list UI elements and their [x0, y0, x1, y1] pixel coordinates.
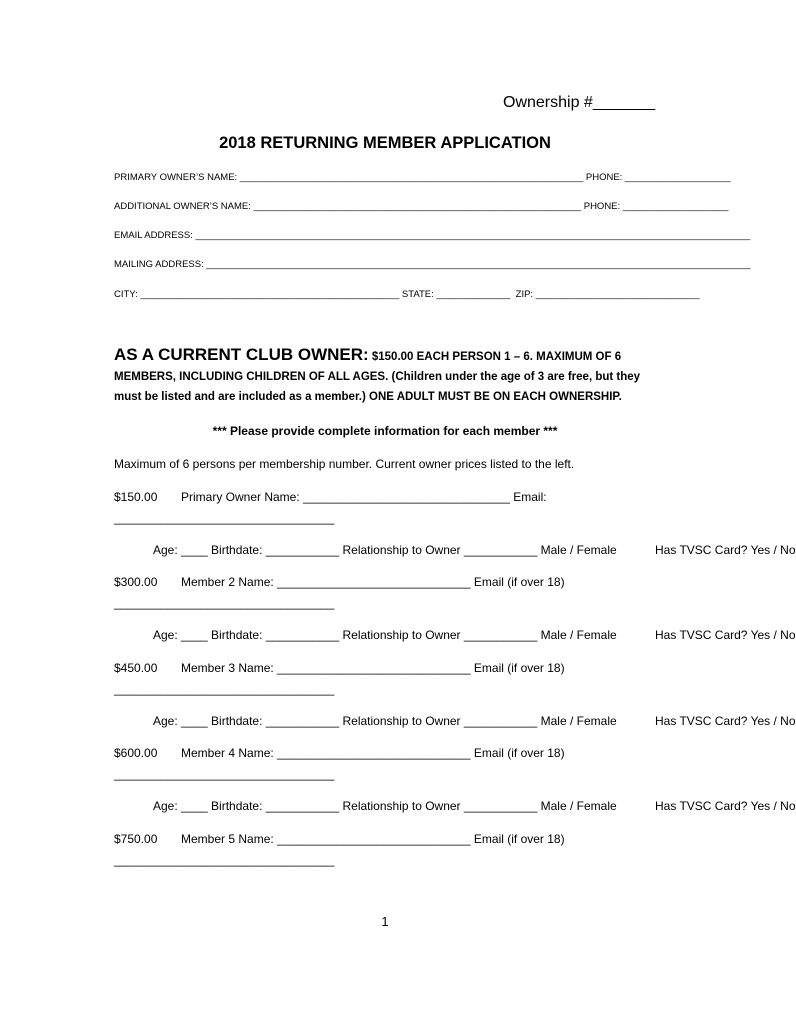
member-details-field[interactable]: Age: ____ Birthdate: ___________ Relationship to Owner ___________ Male / Female [153, 628, 617, 642]
intro-line-3: must be listed and are included as a member.) ONE ADULT MUST BE ON EACH OWNERSHIP. [114, 391, 622, 403]
page-title: 2018 RETURNING MEMBER APPLICATION [219, 134, 551, 152]
intro-line-1-rest: $150.00 EACH PERSON 1 – 6. MAXIMUM OF 6 [368, 351, 622, 363]
intro-heading: AS A CURRENT CLUB OWNER: [114, 345, 369, 364]
member-email-field[interactable]: _________________________________ [114, 682, 335, 696]
email-address-field[interactable]: EMAIL ADDRESS: _________________________________________________________________________________________________________ [114, 230, 751, 241]
member-price: $300.00 [114, 575, 158, 589]
member-details-field[interactable]: Age: ____ Birthdate: ___________ Relationship to Owner ___________ Male / Female [153, 799, 617, 813]
member-email-field[interactable]: _________________________________ [114, 767, 335, 781]
member-details-field[interactable]: Age: ____ Birthdate: ___________ Relationship to Owner ___________ Male / Female [153, 714, 617, 728]
member-price: $450.00 [114, 661, 158, 675]
city-state-zip-field[interactable]: CITY: _________________________________________________ STATE: ______________ ZIP: _______________________________ [114, 289, 700, 300]
instruction-note: *** Please provide complete information for each member *** [212, 424, 558, 438]
member-name-field[interactable]: Member 3 Name: _____________________________ Email (if over 18) [181, 661, 565, 675]
ownership-number: Ownership #_______ [503, 94, 656, 111]
member-details-field[interactable]: Age: ____ Birthdate: ___________ Relationship to Owner ___________ Male / Female [153, 543, 617, 557]
member-tvsc-card-field[interactable]: Has TVSC Card? Yes / No [655, 799, 796, 813]
additional-owner-field[interactable]: ADDITIONAL OWNER’S NAME: ______________________________________________________________ PHONE: ____________________ [114, 201, 729, 212]
member-email-field[interactable]: _________________________________ [114, 853, 335, 867]
member-price: $600.00 [114, 746, 158, 760]
member-name-field[interactable]: Member 5 Name: _____________________________ Email (if over 18) [181, 832, 565, 846]
member-name-field[interactable]: Member 2 Name: _____________________________ Email (if over 18) [181, 575, 565, 589]
primary-owner-field[interactable]: PRIMARY OWNER’S NAME: _________________________________________________________________ PHONE: ____________________ [114, 172, 731, 183]
intro-line-2: MEMBERS, INCLUDING CHILDREN OF ALL AGES. (Children under the age of 3 are free, but they [114, 371, 641, 383]
member-email-field[interactable]: _________________________________ [114, 596, 335, 610]
member-email-field[interactable]: _________________________________ [114, 511, 335, 525]
intro-line-1 [114, 345, 621, 365]
member-tvsc-card-field[interactable]: Has TVSC Card? Yes / No [655, 543, 796, 557]
member-price: $750.00 [114, 832, 158, 846]
member-name-field[interactable]: Member 4 Name: _____________________________ Email (if over 18) [181, 746, 565, 760]
mailing-address-field[interactable]: MAILING ADDRESS: _______________________________________________________________________________________________________ [114, 259, 751, 270]
member-price: $150.00 [114, 490, 158, 504]
member-tvsc-card-field[interactable]: Has TVSC Card? Yes / No [655, 714, 796, 728]
member-name-field[interactable]: Primary Owner Name: _______________________________ Email: [181, 490, 547, 504]
max-persons-text: Maximum of 6 persons per membership number. Current owner prices listed to the left. [114, 457, 575, 471]
member-tvsc-card-field[interactable]: Has TVSC Card? Yes / No [655, 628, 796, 642]
page-number: 1 [381, 914, 389, 929]
